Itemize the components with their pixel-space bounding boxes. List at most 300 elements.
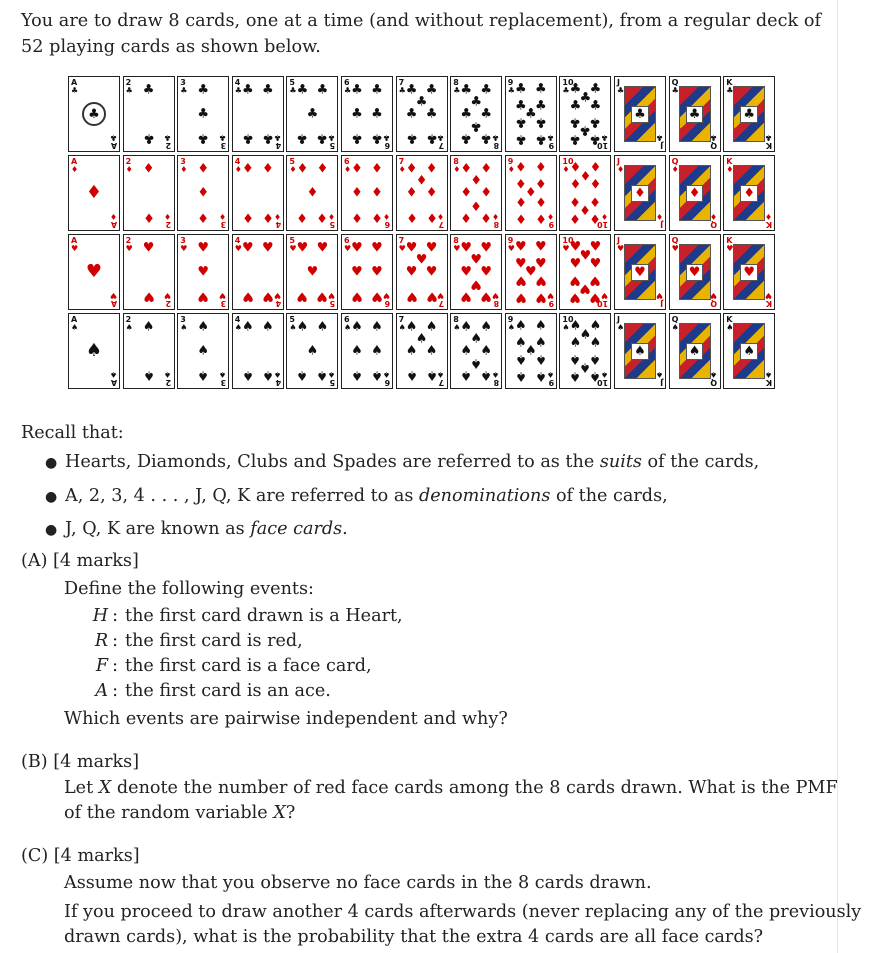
hearts-pip-icon: ♥ [569,239,582,255]
spades-pip-icon: ♠ [460,319,473,335]
diamonds-pip-icon: ♦ [316,161,329,177]
face-card-suit-icon: ♠ [631,343,649,360]
card-corner-index: 7 ♥ [437,291,445,308]
hearts-pip-icon: ♥ [296,288,309,304]
playing-card-a-hearts [68,234,120,310]
spades-pip-icon: ♠ [460,367,473,383]
part-c-line-2: If you proceed to draw another 4 cards afterwards (never replacing any of the previously [64,902,862,922]
clubs-pip-icon: ♣ [534,81,547,97]
playing-card-7-hearts [396,234,448,310]
playing-card-2-spades [123,313,175,389]
card-corner-index: 2 ♦ [125,157,133,174]
playing-card-10-spades [559,313,611,389]
diamonds-pip-icon: ♦ [316,209,329,225]
diamonds-pip-icon: ♦ [296,209,309,225]
hearts-pip-icon: ♥ [415,252,428,268]
hearts-pip-icon: ♥ [261,288,274,304]
hearts-pip-icon: ♥ [514,239,527,255]
clubs-pip-icon: ♣ [425,82,438,98]
hearts-pip-icon: ♥ [480,264,493,280]
playing-card-9-diamonds [505,155,557,231]
hearts-pip-icon: ♥ [589,256,602,272]
diamonds-pip-icon: ♦ [261,209,274,225]
spades-pip-icon: ♠ [296,319,309,335]
spades-pip-icon: ♠ [296,367,309,383]
playing-card-a-spades [68,313,120,389]
part-b-header [21,750,139,775]
face-card-suit-icon: ♦ [631,185,649,202]
diamonds-pip-icon: ♦ [425,185,438,201]
hearts-pip-icon: ♥ [524,264,537,280]
card-corner-index: 7 ♠ [398,315,406,332]
playing-card-2-hearts [123,234,175,310]
spades-pip-icon: ♠ [405,343,418,359]
diamonds-pip-icon: ♦ [589,177,602,193]
diamonds-pip-icon: ♦ [534,210,547,226]
playing-card-3-spades [177,313,229,389]
hearts-pip-icon: ♥ [589,272,602,288]
card-corner-index: K ♣ [765,133,773,150]
hearts-pip-icon: ♥ [460,240,473,256]
card-corner-index: 5 ♦ [328,212,336,229]
card-corner-index: 6 ♦ [344,157,352,174]
card-corner-index: 3 ♦ [219,212,227,229]
hearts-pip-icon: ♥ [534,239,547,255]
card-corner-index: K ♥ [765,291,773,308]
clubs-pip-icon: ♣ [351,82,363,98]
hearts-pip-icon: ♥ [569,256,582,272]
hearts-pip-icon: ♥ [405,288,418,304]
spades-pip-icon: ♠ [514,335,527,351]
spades-pip-icon: ♠ [480,367,493,383]
spades-pip-icon: ♠ [415,331,428,347]
diamonds-pip-icon: ♦ [480,209,493,225]
recall-bullet-face-cards [45,517,348,543]
hearts-pip-icon: ♥ [296,240,309,256]
playing-card-4-hearts [232,234,284,310]
event-symbol: A [95,681,109,701]
hearts-pip-icon: ♥ [316,288,329,304]
clubs-pip-icon: ♣ [480,130,493,146]
spades-pip-icon: ♠ [351,367,363,383]
card-corner-index: A ♣ [71,78,79,95]
card-corner-index: Q ♣ [710,133,718,150]
clubs-pip-icon: ♣ [460,82,473,98]
spades-pip-icon: ♠ [514,368,527,384]
card-corner-index: A ♠ [109,370,117,387]
clubs-pip-icon: ♣ [425,106,438,122]
diamonds-pip-icon: ♦ [470,197,483,213]
spades-pip-icon: ♠ [425,343,438,359]
part-a-label: (A) [21,551,48,571]
spades-pip-icon: ♠ [261,319,274,335]
diamonds-pip-icon: ♦ [296,161,309,177]
playing-card-3-hearts [177,234,229,310]
card-corner-index: 4 ♥ [234,236,242,253]
spades-pip-icon: ♠ [316,319,329,335]
spades-pip-icon: ♠ [589,351,602,367]
spades-pip-icon: ♠ [569,335,582,351]
diamonds-pip-icon: ♦ [579,201,592,217]
playing-card-5-clubs [286,76,338,152]
math-variable: X [98,778,112,798]
playing-card-8-clubs [450,76,502,152]
face-card-portrait [679,244,711,300]
playing-card-q-spades [669,313,721,389]
diamonds-pip-icon: ♦ [405,185,418,201]
card-corner-index: 8 ♣ [453,78,461,95]
diamonds-pip-icon: ♦ [534,160,547,176]
clubs-pip-icon: ♣ [296,130,309,146]
clubs-pip-icon: ♣ [371,82,383,98]
playing-card-5-spades [286,313,338,389]
event-description: the first card is red, [125,631,303,651]
card-corner-index: K ♠ [726,315,734,332]
clubs-pip-icon: ♣ [514,131,527,147]
card-corner-index: 8 ♠ [492,370,500,387]
bullet-text: of the cards, [550,486,668,506]
playing-card-k-clubs [723,76,775,152]
bullet-emphasis: face cards. [250,519,348,539]
bullet-icon: ● [45,522,58,538]
card-corner-index: 7 ♦ [398,157,406,174]
card-corner-index: 6 ♠ [344,315,352,332]
bullet-text: A, 2, 3, 4 . . . , J, Q, K are referred to as [65,486,419,506]
spades-pip-icon: ♠ [241,367,254,383]
card-corner-index: Q ♣ [671,78,679,95]
card-corner-index: 9 ♣ [507,78,515,95]
clubs-pip-icon: ♣ [534,114,547,130]
hearts-pip-icon: ♥ [142,240,155,256]
playing-card-q-clubs [669,76,721,152]
hearts-pip-icon: ♥ [405,264,418,280]
playing-card-4-spades [232,313,284,389]
hearts-pip-icon: ♥ [316,240,329,256]
diamonds-pip-icon: ♦ [261,161,274,177]
diamonds-pip-icon: ♦ [371,185,383,201]
face-card-portrait [733,165,765,221]
card-corner-index: 6 ♣ [344,78,352,95]
face-card-suit-icon: ♠ [686,343,704,360]
face-card-suit-icon: ♣ [631,106,649,123]
clubs-pip-icon: ♣ [460,106,473,122]
clubs-pip-icon: ♣ [405,82,418,98]
face-card-suit-icon: ♥ [631,264,649,281]
card-corner-index: Q ♦ [710,212,718,229]
spades-pip-icon: ♠ [534,318,547,334]
card-corner-index: 7 ♣ [398,78,406,95]
card-corner-index: 2 ♥ [125,236,133,253]
playing-card-k-hearts [723,234,775,310]
clubs-pip-icon: ♣ [524,106,537,122]
spades-pip-icon: ♠ [579,327,592,343]
playing-card-q-hearts [669,234,721,310]
diamonds-pip-icon: ♦ [405,209,418,225]
playing-card-3-diamonds [177,155,229,231]
hearts-pip-icon: ♥ [470,276,483,292]
diamonds-pip-icon: ♦ [460,185,473,201]
card-corner-index: A ♣ [109,133,117,150]
diamonds-pip-icon: ♦ [371,161,383,177]
card-corner-index: 7 ♠ [437,370,445,387]
spades-pip-icon: ♠ [569,368,582,384]
clubs-pip-icon: ♣ [470,94,483,110]
card-corner-index: 8 ♦ [492,212,500,229]
playing-card-8-hearts [450,234,502,310]
card-corner-index: 9 ♥ [507,236,515,253]
diamonds-pip-icon: ♦ [371,209,383,225]
clubs-pip-icon: ♣ [569,98,582,114]
playing-card-6-hearts [341,234,393,310]
playing-card-4-clubs [232,76,284,152]
playing-card-j-hearts [614,234,666,310]
hearts-pip-icon: ♥ [351,264,363,280]
event-f: F : the first card is a face card, [95,656,372,676]
playing-card-8-diamonds [450,155,502,231]
recall-bullet-suits [45,450,759,476]
card-corner-index: 2 ♦ [164,212,172,229]
hearts-pip-icon: ♥ [589,289,602,305]
spades-pip-icon: ♠ [405,319,418,335]
event-r: R : the first card is red, [94,631,303,651]
spades-pip-icon: ♠ [241,319,254,335]
playing-card-5-diamonds [286,155,338,231]
diamonds-pip-icon: ♦ [534,177,547,193]
clubs-pip-icon: ♣ [589,98,602,114]
playing-card-a-clubs [68,76,120,152]
spades-pip-icon: ♠ [524,343,537,359]
diamonds-pip-icon: ♦ [589,210,602,226]
hearts-pip-icon: ♥ [306,264,319,280]
diamonds-pip-icon: ♦ [241,161,254,177]
card-corner-index: 3 ♦ [180,157,188,174]
event-symbol: R [94,631,109,651]
card-corner-index: A ♦ [109,212,117,229]
clubs-pip-icon: ♣ [371,106,383,122]
clubs-pip-icon: ♣ [316,130,329,146]
card-corner-index: 8 ♣ [492,133,500,150]
bullet-emphasis: denominations [418,486,551,506]
card-corner-index: 9 ♦ [546,212,554,229]
face-card-suit-icon: ♠ [740,343,758,360]
clubs-pip-icon: ♣ [589,131,602,147]
card-corner-index: Q ♥ [671,236,679,253]
part-c-line-3: drawn cards), what is the probability that the extra 4 cards are all face cards? [64,927,764,947]
hearts-pip-icon: ♥ [514,256,527,272]
card-corner-index: 8 ♦ [453,157,461,174]
spades-pip-icon: ♠ [534,335,547,351]
hearts-pip-icon: ♥ [534,289,547,305]
diamonds-pip-icon: ♦ [425,161,438,177]
spades-pip-icon: ♠ [425,319,438,335]
card-corner-index: 9 ♣ [546,133,554,150]
diamonds-pip-icon: ♦ [425,209,438,225]
playing-card-5-hearts [286,234,338,310]
event-description: the first card drawn is a Heart, [125,606,403,626]
bullet-emphasis: suits [599,452,642,472]
clubs-pip-icon: ♣ [425,130,438,146]
spades-pip-icon: ♠ [405,367,418,383]
card-corner-index: 3 ♠ [219,370,227,387]
diamonds-pip-icon: ♦ [460,161,473,177]
hearts-pip-icon: ♥ [534,256,547,272]
playing-card-j-spades [614,313,666,389]
card-corner-index: 9 ♠ [507,315,515,332]
clubs-pip-icon: ♣ [405,130,418,146]
hearts-pip-icon: ♥ [197,264,210,280]
spades-pip-icon: ♠ [197,343,210,359]
spades-pip-icon: ♠ [142,367,155,383]
card-corner-index: K ♦ [765,212,773,229]
clubs-pip-icon: ♣ [351,106,363,122]
hearts-pip-icon: ♥ [371,264,383,280]
card-corner-index: 2 ♠ [125,315,133,332]
playing-card-10-clubs [559,76,611,152]
face-card-suit-icon: ♣ [740,106,758,123]
hearts-pip-icon: ♥ [480,288,493,304]
clubs-pip-icon: ♣ [480,82,493,98]
hearts-pip-icon: ♥ [241,288,254,304]
card-corner-index: 6 ♠ [382,370,390,387]
card-corner-index: 10 ♣ [562,78,574,95]
card-corner-index: 6 ♥ [382,291,390,308]
part-c-header [21,844,140,869]
spades-pip-icon: ♠ [589,335,602,351]
hearts-pip-icon: ♥ [405,240,418,256]
diamonds-pip-icon: ♦ [480,185,493,201]
card-corner-index: 3 ♥ [180,236,188,253]
spades-pip-icon: ♠ [460,343,473,359]
clubs-pip-icon: ♣ [415,94,428,110]
card-corner-index: 5 ♥ [328,291,336,308]
diamonds-pip-icon: ♦ [480,161,493,177]
event-symbol: F [95,656,109,676]
ace-emblem-icon: ♣ [82,102,106,126]
spades-pip-icon: ♠ [351,319,363,335]
card-corner-index: 7 ♣ [437,133,445,150]
face-card-portrait [733,86,765,142]
card-corner-index: 5 ♥ [289,236,297,253]
hearts-pip-icon: ♥ [197,288,210,304]
card-corner-index: J ♠ [655,370,663,387]
diamonds-pip-icon: ♦ [460,209,473,225]
spades-pip-icon: ♠ [589,318,602,334]
part-c-marks: [4 marks] [53,846,140,866]
clubs-pip-icon: ♣ [197,130,210,146]
diamonds-pip-icon: ♦ [197,161,210,177]
part-a-lead: Define the following events: [64,579,314,599]
playing-card-2-diamonds [123,155,175,231]
part-b-line-1 [64,776,838,801]
card-corner-index: 5 ♣ [328,133,336,150]
card-corner-index: 10 ♦ [597,212,609,229]
spades-pip-icon: ♠ [261,367,274,383]
playing-card-k-diamonds [723,155,775,231]
card-corner-index: 2 ♥ [164,291,172,308]
card-corner-index: 2 ♠ [164,370,172,387]
diamonds-pip-icon: ♦ [569,210,582,226]
diamonds-pip-icon: ♦ [351,161,363,177]
diamonds-pip-icon: ♦ [142,209,155,225]
card-corner-index: J ♦ [617,157,625,174]
card-corner-index: 3 ♣ [180,78,188,95]
card-corner-index: 4 ♣ [273,133,281,150]
card-corner-index: K ♠ [765,370,773,387]
diamonds-pip-icon: ♦ [85,182,103,203]
face-card-suit-icon: ♦ [740,185,758,202]
hearts-pip-icon: ♥ [470,252,483,268]
card-corner-index: K ♣ [726,78,734,95]
diamonds-pip-icon: ♦ [569,193,582,209]
hearts-pip-icon: ♥ [371,240,383,256]
card-corner-index: Q ♦ [671,157,679,174]
event-h: H : the first card drawn is a Heart, [92,606,403,626]
spades-pip-icon: ♠ [197,367,210,383]
card-corner-index: 3 ♠ [180,315,188,332]
hearts-pip-icon: ♥ [480,240,493,256]
playing-card-j-diamonds [614,155,666,231]
hearts-pip-icon: ♥ [351,240,363,256]
part-c-label: (C) [21,846,49,866]
card-deck-figure [68,76,780,393]
card-corner-index: 3 ♥ [219,291,227,308]
spades-pip-icon: ♠ [351,343,363,359]
part-b-marks: [4 marks] [53,752,140,772]
diamonds-pip-icon: ♦ [569,177,582,193]
diamonds-pip-icon: ♦ [351,185,363,201]
face-card-portrait [733,323,765,379]
clubs-pip-icon: ♣ [371,130,383,146]
diamonds-pip-icon: ♦ [197,185,210,201]
spades-pip-icon: ♠ [579,359,592,375]
part-a-marks: [4 marks] [53,551,139,571]
spades-pip-icon: ♠ [85,340,103,361]
card-corner-index: J ♥ [655,291,663,308]
hearts-pip-icon: ♥ [460,288,473,304]
hearts-pip-icon: ♥ [534,272,547,288]
card-corner-index: 8 ♠ [453,315,461,332]
face-card-portrait [624,165,656,221]
playing-card-q-diamonds [669,155,721,231]
card-corner-index: A ♠ [71,315,79,332]
hearts-pip-icon: ♥ [351,288,363,304]
clubs-pip-icon: ♣ [514,98,527,114]
part-a-question: Which events are pairwise independent and why? [64,709,508,729]
text-run: Let [64,778,99,798]
hearts-pip-icon: ♥ [425,240,438,256]
card-corner-index: 9 ♦ [507,157,515,174]
playing-card-10-diamonds [559,155,611,231]
text-run: denote the number of red face cards among the 8 cards drawn. What is the PMF [111,778,838,798]
hearts-pip-icon: ♥ [579,280,592,296]
card-corner-index: 10 ♥ [562,236,574,253]
spades-pip-icon: ♠ [197,319,210,335]
clubs-pip-icon: ♣ [534,131,547,147]
part-c-line-1: Assume now that you observe no face cards in the 8 cards drawn. [64,873,652,893]
diamonds-pip-icon: ♦ [514,160,527,176]
card-corner-index: 4 ♥ [273,291,281,308]
clubs-pip-icon: ♣ [470,118,483,134]
face-card-suit-icon: ♣ [686,106,704,123]
playing-card-6-spades [341,313,393,389]
card-corner-index: 9 ♥ [546,291,554,308]
clubs-pip-icon: ♣ [405,106,418,122]
face-card-portrait [679,165,711,221]
playing-card-7-diamonds [396,155,448,231]
spades-pip-icon: ♠ [371,343,383,359]
card-corner-index: 5 ♠ [289,315,297,332]
clubs-pip-icon: ♣ [261,130,274,146]
